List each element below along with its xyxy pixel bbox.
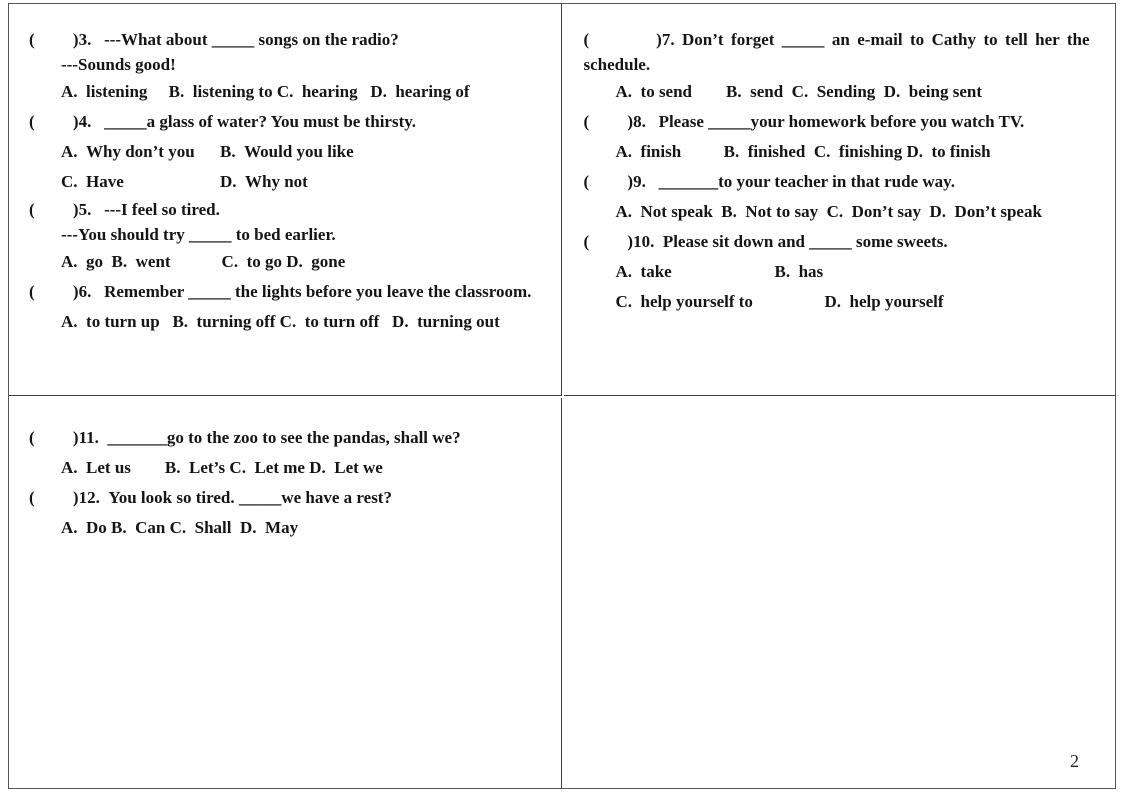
- cell-top-left: [9, 4, 562, 396]
- question-4-option-a: A. Why don’t you: [61, 142, 195, 161]
- question-5-options: A. go B. went C. to go D. gone: [61, 252, 346, 271]
- question-7-line-2: schedule.: [583, 55, 651, 74]
- question-3-line-2: ---Sounds good!: [61, 55, 176, 74]
- question-7-options: A. to send B. send C. Sending D. being sent: [615, 82, 983, 101]
- question-12-line-1: ( )12. You look so tired. _____we have a rest?: [29, 487, 392, 507]
- question-6-line-1: ( )6. Remember _____ the lights before you leave the classroom.: [29, 282, 532, 301]
- question-9-options: A. Not speak B. Not to say C. Don’t say D. Don’t speak: [615, 202, 1042, 221]
- question-3-line-1: ( )3. ---What about _____ songs on the radio?: [29, 30, 399, 49]
- question-12-options: A. Do B. Can C. Shall D. May: [61, 517, 299, 537]
- question-5-line-1: ( )5. ---I feel so tired.: [29, 200, 220, 219]
- question-7-line-1: ( )7. Don’t forget _____ an e-mail to Cathy to tell her the: [583, 30, 1090, 49]
- question-4-options-cd: [9, 167, 561, 197]
- question-10-option-c: C. help yourself to: [615, 292, 753, 311]
- question-10-option-d: D. help yourself: [824, 292, 944, 311]
- question-3-options: A. listening B. listening to C. hearing D. hearing of: [61, 82, 470, 101]
- question-4-line-1: ( )4. _____a glass of water? You must be thirsty.: [29, 112, 417, 131]
- question-8-options: A. finish B. finished C. finishing D. to finish: [615, 142, 991, 161]
- cell-top-right: [564, 4, 1116, 396]
- cell-bottom-left: [9, 398, 562, 789]
- question-11-line-1: ( )11. _______go to the zoo to see the pandas, shall we?: [29, 427, 461, 447]
- question-4-options-ab: [9, 137, 561, 167]
- question-8-line-1: ( )8. Please _____your homework before you watch TV.: [583, 112, 1025, 131]
- question-11-options: A. Let us B. Let’s C. Let me D. Let we: [61, 457, 383, 477]
- question-10-option-b: B. has: [774, 262, 824, 281]
- question-9-line-1: ( )9. _______to your teacher in that rude way.: [583, 172, 955, 191]
- question-4-option-c: C. Have: [61, 172, 124, 191]
- exam-sheet-table: [8, 3, 1116, 789]
- question-10-option-a: A. take: [615, 262, 672, 281]
- question-10-line-1: ( )10. Please sit down and _____ some sweets.: [583, 232, 948, 251]
- cell-bottom-right: [564, 398, 1116, 789]
- page-number: 2: [1070, 751, 1079, 771]
- question-5-line-2: ---You should try _____ to bed earlier.: [61, 225, 336, 244]
- question-6-options: A. to turn up B. turning off C. to turn off D. turning out: [61, 312, 500, 331]
- question-4-option-b: B. Would you like: [220, 142, 354, 161]
- question-10-options-cd: [564, 287, 1116, 317]
- question-10-options-ab: [564, 257, 1116, 287]
- question-4-option-d: D. Why not: [220, 172, 308, 191]
